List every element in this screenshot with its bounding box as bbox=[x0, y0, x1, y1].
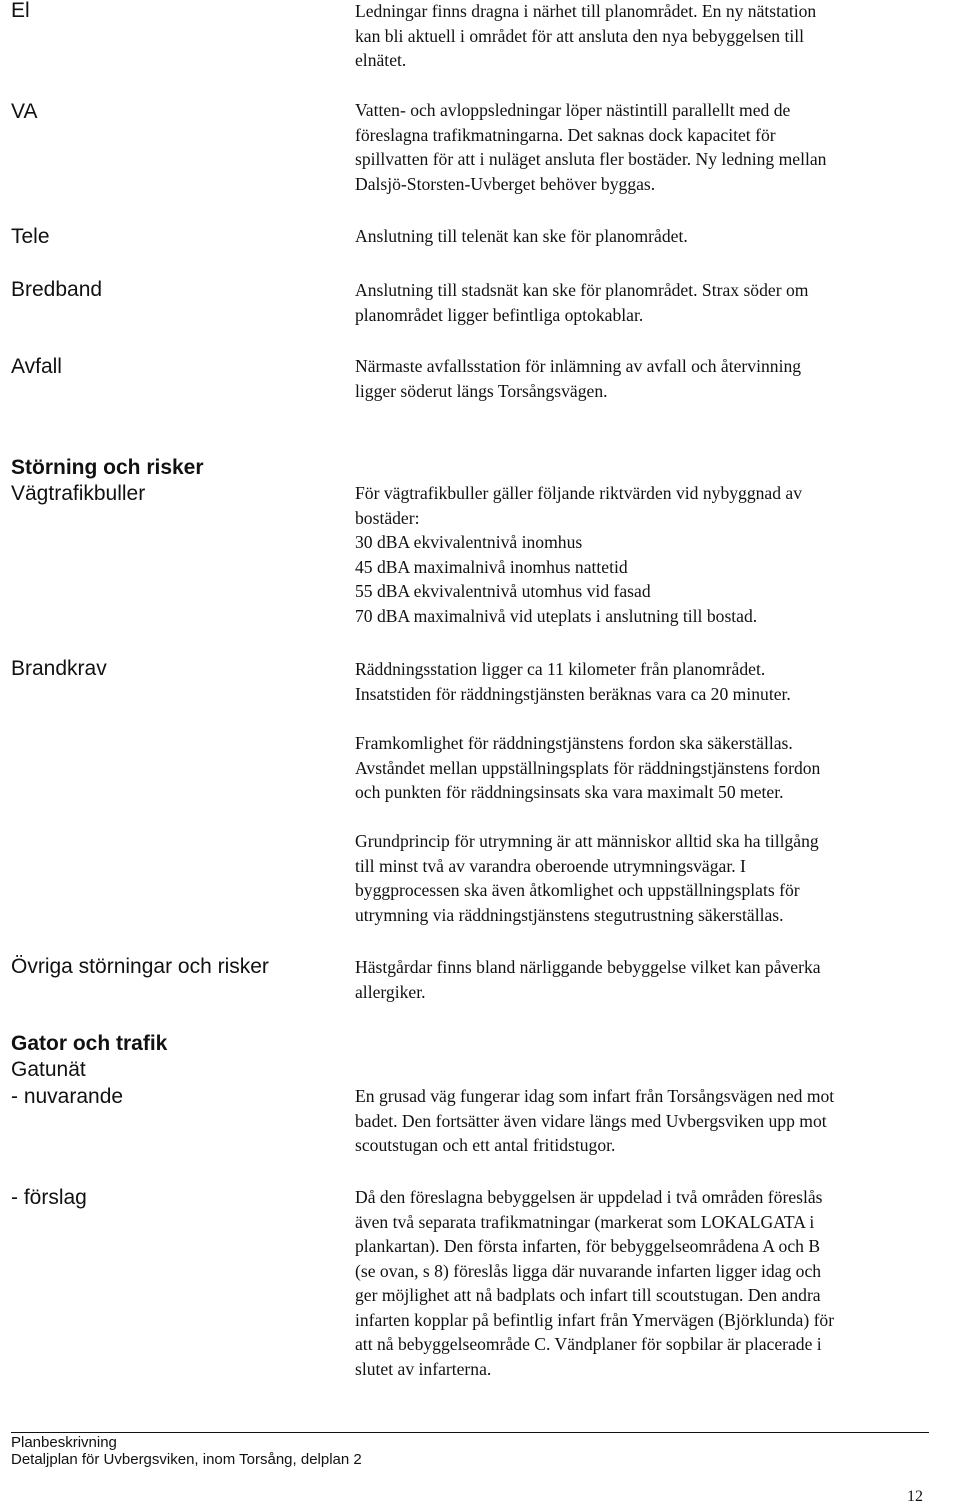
text-line: Dalsjö-Storsten-Uvberget behöver byggas. bbox=[355, 173, 656, 194]
text-line: Insatstiden för räddningstjänsten beräknas vara ca 20 minuter. bbox=[355, 683, 791, 704]
footer-subtitle: Detaljplan för Uvbergsviken, inom Torsång, delplan 2 bbox=[11, 1451, 362, 1468]
text-line: bostäder: bbox=[355, 507, 420, 528]
page-number: 12 bbox=[907, 1488, 923, 1505]
text-line: slutet av infarterna. bbox=[355, 1358, 492, 1379]
text-line: Vatten- och avloppsledningar löper nästintill parallellt med de bbox=[355, 100, 791, 120]
section-text-framkomlighet bbox=[355, 731, 960, 805]
text-line: Anslutning till stadsnät kan ske för planområdet. Strax söder om bbox=[355, 280, 809, 300]
heading-storning-och-risker: Störning och risker bbox=[11, 456, 204, 479]
text-line: Räddningsstation ligger ca 11 kilometer från planområdet. bbox=[355, 659, 766, 679]
footer-title: Planbeskrivning bbox=[11, 1434, 117, 1451]
text-line: plankartan). Den första infarten, för bebyggelseområdena A och B bbox=[355, 1236, 821, 1256]
text-line: Grundprincip för utrymning är att människor alltid ska ha tillgång bbox=[355, 831, 819, 851]
text-line: infarten kopplar på befintlig infart från Ymervägen (Björklunda) för bbox=[355, 1309, 835, 1330]
text-line: Avståndet mellan uppställningsplats för räddningstjänstens fordon bbox=[355, 757, 821, 778]
text-line: 30 dBA ekvivalentnivå inomhus bbox=[355, 532, 583, 552]
text-line: scoutstugan och ett antal fritidstugor. bbox=[355, 1135, 616, 1155]
section-label-avfall: Avfall bbox=[11, 355, 62, 378]
section-text-el bbox=[355, 0, 960, 73]
section-label-nuvarande: - nuvarande bbox=[11, 1085, 124, 1108]
section-label-el: El bbox=[11, 0, 30, 22]
text-line: byggprocessen ska även åtkomlighet och uppställningsplats för bbox=[355, 880, 800, 900]
text-line: elnätet. bbox=[355, 50, 407, 70]
text-line: och punkten för räddningsinsats ska vara maximalt 50 meter. bbox=[355, 782, 784, 802]
text-line: För vägtrafikbuller gäller följande riktvärden vid nybyggnad av bbox=[355, 483, 803, 503]
text-line: ger möjlighet att nå badplats och infart till scoutstugan. Den andra bbox=[355, 1285, 821, 1305]
section-text-avfall bbox=[355, 354, 960, 403]
text-line: till minst två av varandra oberoende utrymningsvägar. I bbox=[355, 855, 746, 876]
section-label-bredband: Bredband bbox=[11, 278, 103, 301]
section-text-tele bbox=[355, 224, 960, 249]
section-text-brandkrav bbox=[355, 657, 960, 706]
section-text-utrymning bbox=[355, 829, 960, 927]
text-line: Närmaste avfallsstation för inlämning av avfall och återvinning bbox=[355, 356, 802, 376]
section-text-forslag bbox=[355, 1185, 960, 1381]
text-line: kan bli aktuell i området för att ansluta den nya bebyggelsen till bbox=[355, 25, 805, 46]
text-line: Framkomlighet för räddningstjänstens fordon ska säkerställas. bbox=[355, 733, 793, 753]
text-line: föreslagna trafikmatningarna. Det saknas dock kapacitet för bbox=[355, 124, 776, 145]
section-label-vagtrafikbuller: Vägtrafikbuller bbox=[11, 482, 146, 505]
section-label-ovriga-storningar: Övriga störningar och risker bbox=[11, 955, 269, 978]
section-label-forslag: - förslag bbox=[11, 1186, 87, 1209]
text-line: Ledningar finns dragna i närhet till planområdet. En ny nätstation bbox=[355, 1, 817, 21]
heading-gator-och-trafik: Gator och trafik bbox=[11, 1032, 168, 1055]
section-label-tele: Tele bbox=[11, 225, 50, 248]
text-line: att nå bebyggelseområde C. Vändplaner för sopbilar är placerade i bbox=[355, 1334, 822, 1354]
section-label-va: VA bbox=[11, 100, 38, 123]
footer-divider bbox=[11, 1432, 929, 1433]
section-label-brandkrav: Brandkrav bbox=[11, 657, 107, 680]
text-line: ligger söderut längs Torsångsvägen. bbox=[355, 380, 608, 401]
section-text-nuvarande bbox=[355, 1084, 960, 1158]
text-line: Anslutning till telenät kan ske för planområdet. bbox=[355, 226, 688, 246]
section-text-va bbox=[355, 98, 960, 196]
text-line: 70 dBA maximalnivå vid uteplats i anslutning till bostad. bbox=[355, 605, 758, 626]
text-line: planområdet ligger befintliga optokablar. bbox=[355, 304, 644, 325]
text-line: även två separata trafikmatningar (markerat som LOKALGATA i bbox=[355, 1211, 815, 1232]
text-line: (se ovan, s 8) föreslås ligga där nuvarande infarten ligger idag och bbox=[355, 1260, 822, 1281]
section-label-gatunat: Gatunät bbox=[11, 1058, 86, 1081]
section-text-vagtrafikbuller bbox=[355, 481, 960, 628]
text-line: Hästgårdar finns bland närliggande bebyggelse vilket kan påverka bbox=[355, 957, 821, 977]
text-line: allergiker. bbox=[355, 981, 426, 1002]
text-line: En grusad väg fungerar idag som infart från Torsångsvägen ned mot bbox=[355, 1086, 835, 1106]
text-line: Då den föreslagna bebyggelsen är uppdelad i två områden föreslås bbox=[355, 1187, 823, 1207]
text-line: spillvatten för att i nuläget ansluta fler bostäder. Ny ledning mellan bbox=[355, 149, 827, 169]
text-line: 45 dBA maximalnivå inomhus nattetid bbox=[355, 556, 628, 577]
text-line: badet. Den fortsätter även vidare längs med Uvbergsviken upp mot bbox=[355, 1110, 827, 1131]
section-text-bredband bbox=[355, 278, 960, 327]
text-line: utrymning via räddningstjänstens stegutrustning säkerställas. bbox=[355, 904, 784, 925]
text-line: 55 dBA ekvivalentnivå utomhus vid fasad bbox=[355, 581, 651, 601]
section-text-ovriga-storningar bbox=[355, 955, 960, 1004]
